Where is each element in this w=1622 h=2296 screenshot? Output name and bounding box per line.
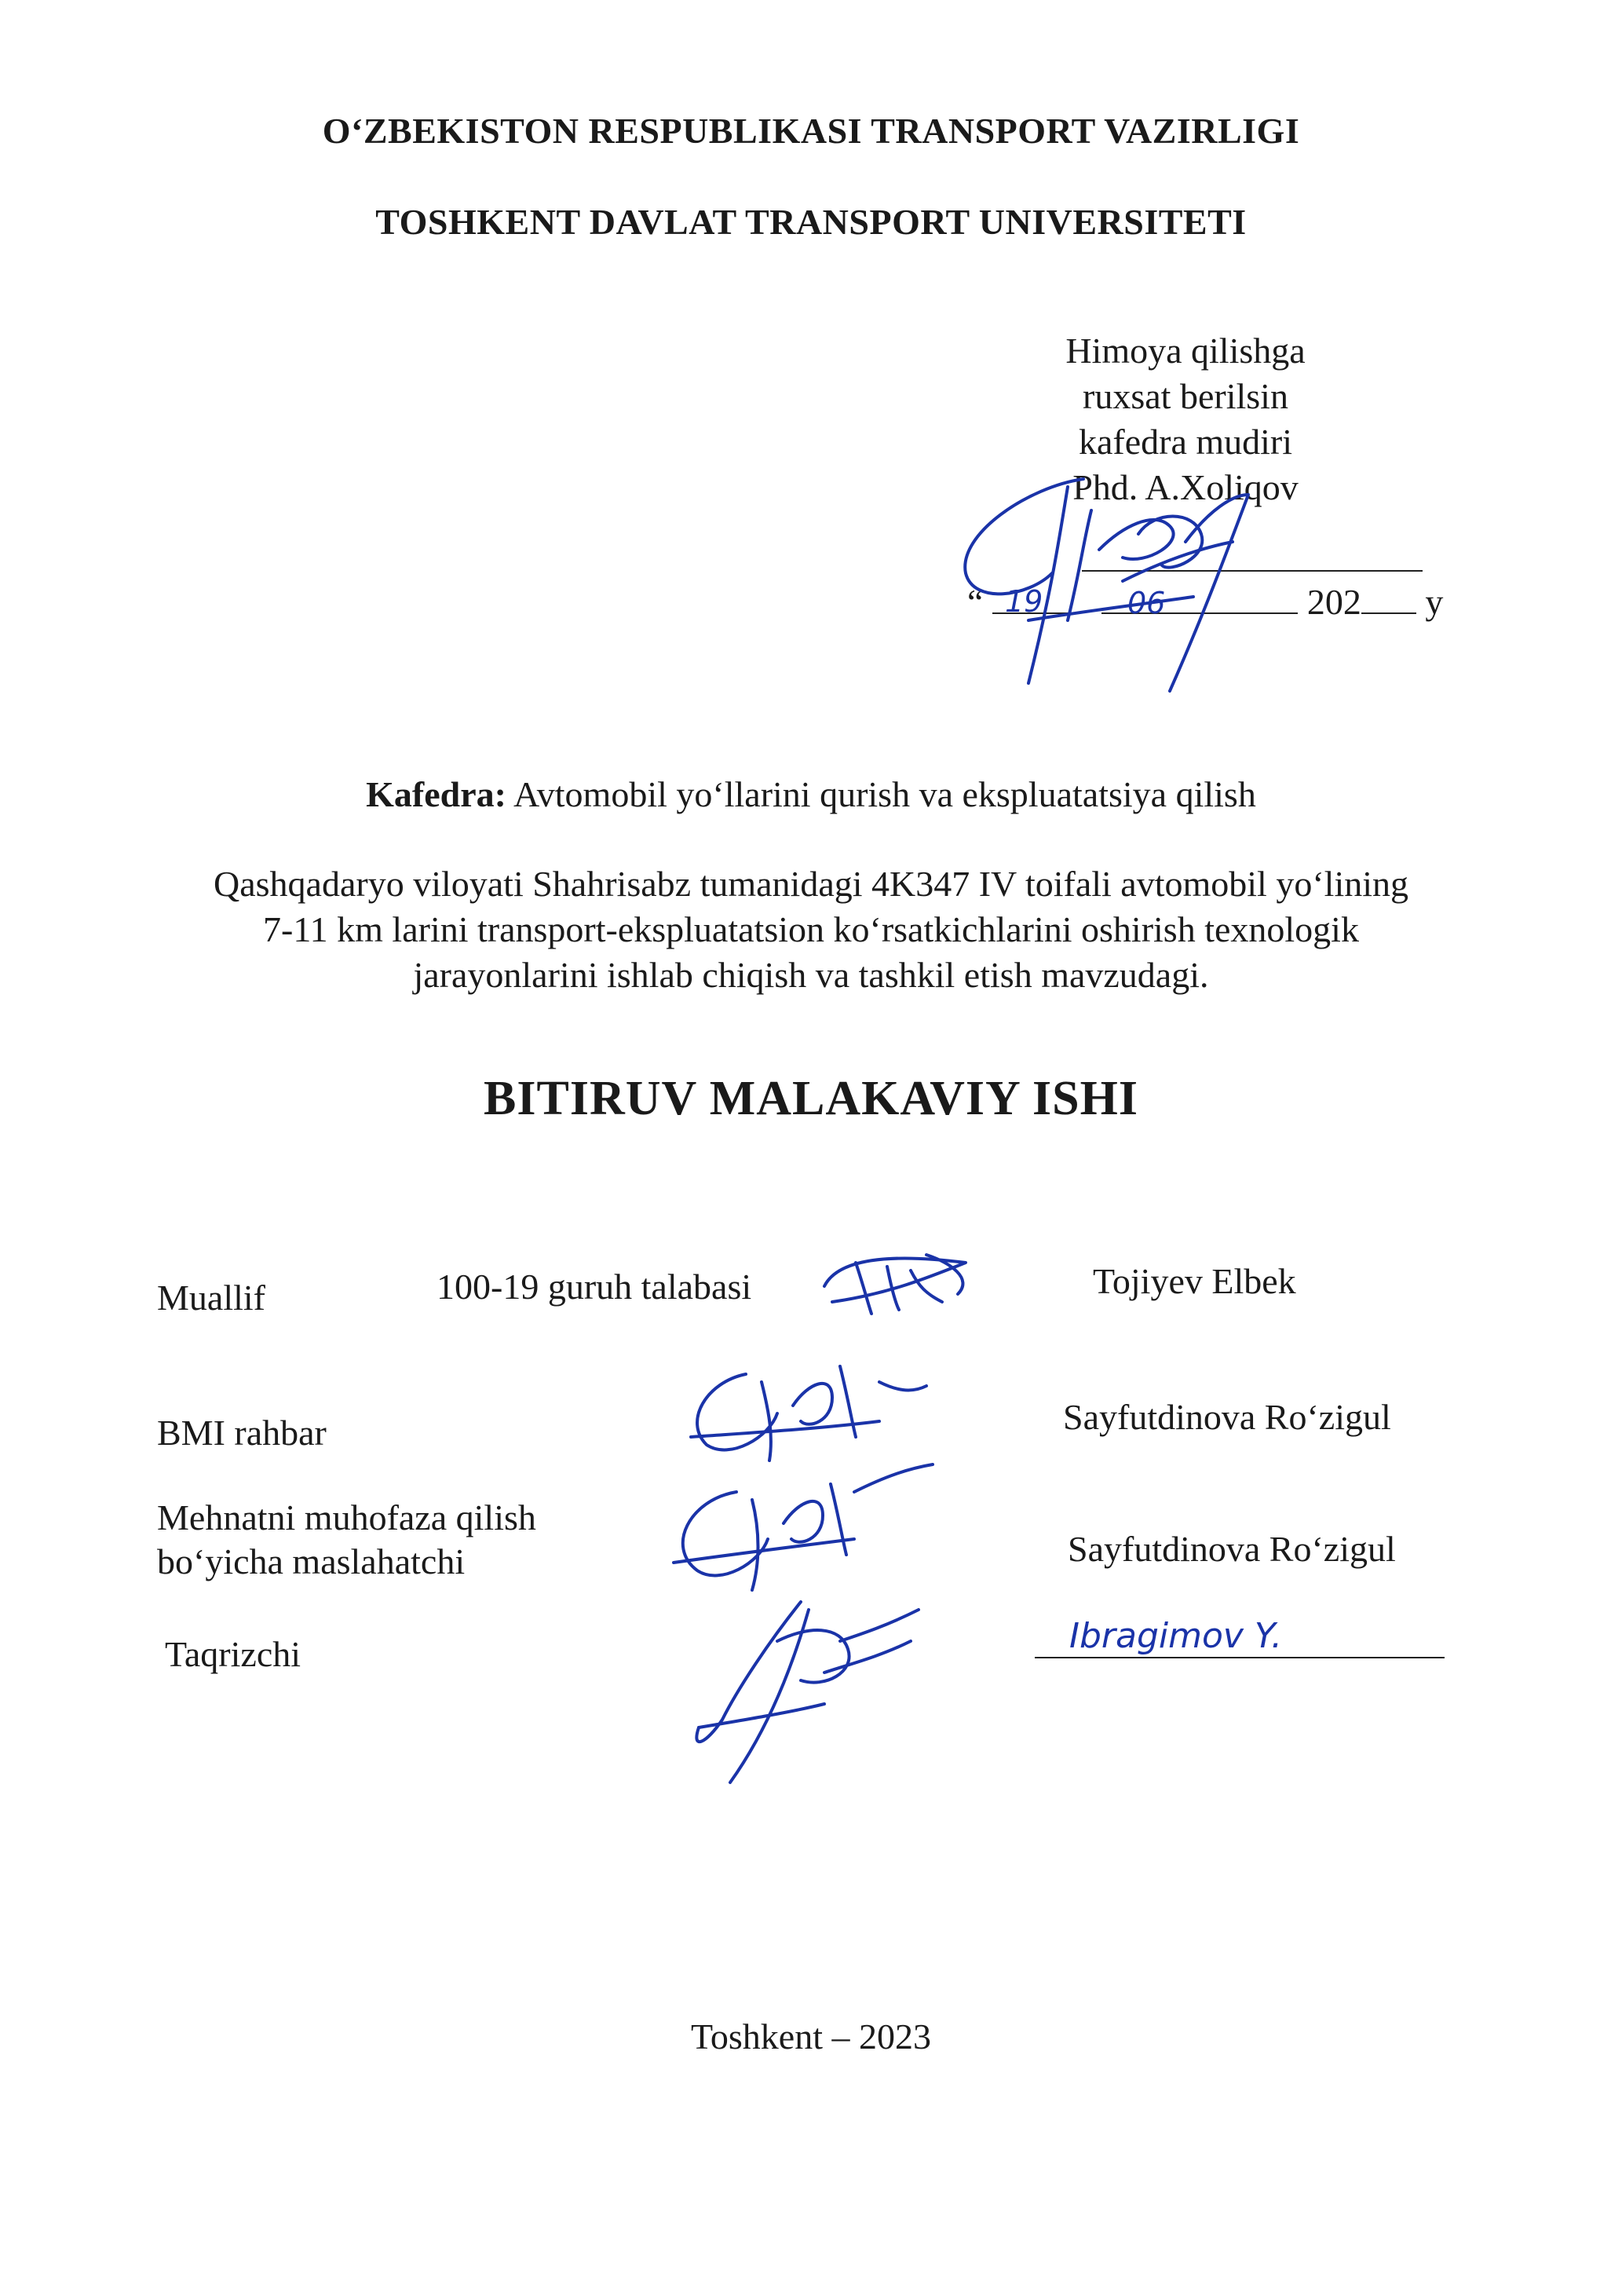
date-day-handwritten: 19 bbox=[1005, 584, 1043, 619]
topic-line-2: 7-11 km larini transport-ekspluatatsion ko‘rsatkichlarini oshirish texnologik bbox=[263, 909, 1359, 949]
date-month-handwritten: 06 bbox=[1127, 586, 1166, 620]
reviewer-name-handwritten: Ibragimov Y. bbox=[1069, 1616, 1283, 1656]
date-year-suffix: y bbox=[1425, 582, 1444, 622]
head-of-department-signature bbox=[934, 463, 1311, 699]
university-heading: TOSHKENT DAVLAT TRANSPORT UNIVERSITETI bbox=[375, 202, 1247, 242]
supervisor-name: Sayfutdinova Ro‘zigul bbox=[1063, 1397, 1391, 1437]
topic-line-3: jarayonlarini ishlab chiqish va tashkil etish mavzudagi. bbox=[413, 955, 1209, 995]
approval-line-2: ruxsat berilsin bbox=[1083, 376, 1288, 416]
supervisor-signature bbox=[675, 1351, 942, 1468]
thesis-topic bbox=[118, 861, 1504, 998]
reviewer-name-line bbox=[1035, 1657, 1445, 1658]
author-role: Muallif bbox=[157, 1278, 265, 1318]
author-name: Tojiyev Elbek bbox=[1093, 1261, 1296, 1301]
reviewer-signature bbox=[683, 1594, 934, 1790]
document-title: BITIRUV MALAKAVIY ISHI bbox=[484, 1072, 1138, 1125]
safety-advisor-signature bbox=[658, 1461, 941, 1594]
date-year-blank bbox=[1361, 581, 1416, 614]
reviewer-role: Taqrizchi bbox=[165, 1634, 301, 1674]
author-signature bbox=[809, 1247, 989, 1318]
topic-line-1: Qashqadaryo viloyati Shahrisabz tumanidagi 4K347 IV toifali avtomobil yo‘lining bbox=[214, 864, 1408, 904]
department-label: Kafedra: bbox=[366, 774, 506, 814]
date-open-quote: “ bbox=[967, 582, 984, 622]
department-name: Avtomobil yo‘llarini qurish va ekspluatatsiya qilish bbox=[513, 774, 1256, 814]
safety-advisor-role-line-1: Mehnatni muhofaza qilish bbox=[157, 1497, 536, 1537]
city-year: Toshkent – 2023 bbox=[691, 2016, 931, 2057]
safety-advisor-role-line-2: bo‘yicha maslahatchi bbox=[157, 1541, 466, 1581]
department-line bbox=[0, 773, 1622, 815]
approval-line-4: Phd. A.Xoliqov bbox=[1072, 467, 1299, 507]
safety-advisor-name: Sayfutdinova Ro‘zigul bbox=[1068, 1529, 1396, 1569]
approval-line-3: kafedra mudiri bbox=[1078, 422, 1293, 462]
supervisor-role: BMI rahbar bbox=[157, 1413, 327, 1453]
ministry-heading: O‘ZBEKISTON RESPUBLIKASI TRANSPORT VAZIRLIGI bbox=[322, 111, 1300, 151]
approval-line-1: Himoya qilishga bbox=[1065, 331, 1306, 371]
date-year-prefix: 202 bbox=[1306, 582, 1361, 622]
author-group: 100-19 guruh talabasi bbox=[437, 1267, 752, 1307]
